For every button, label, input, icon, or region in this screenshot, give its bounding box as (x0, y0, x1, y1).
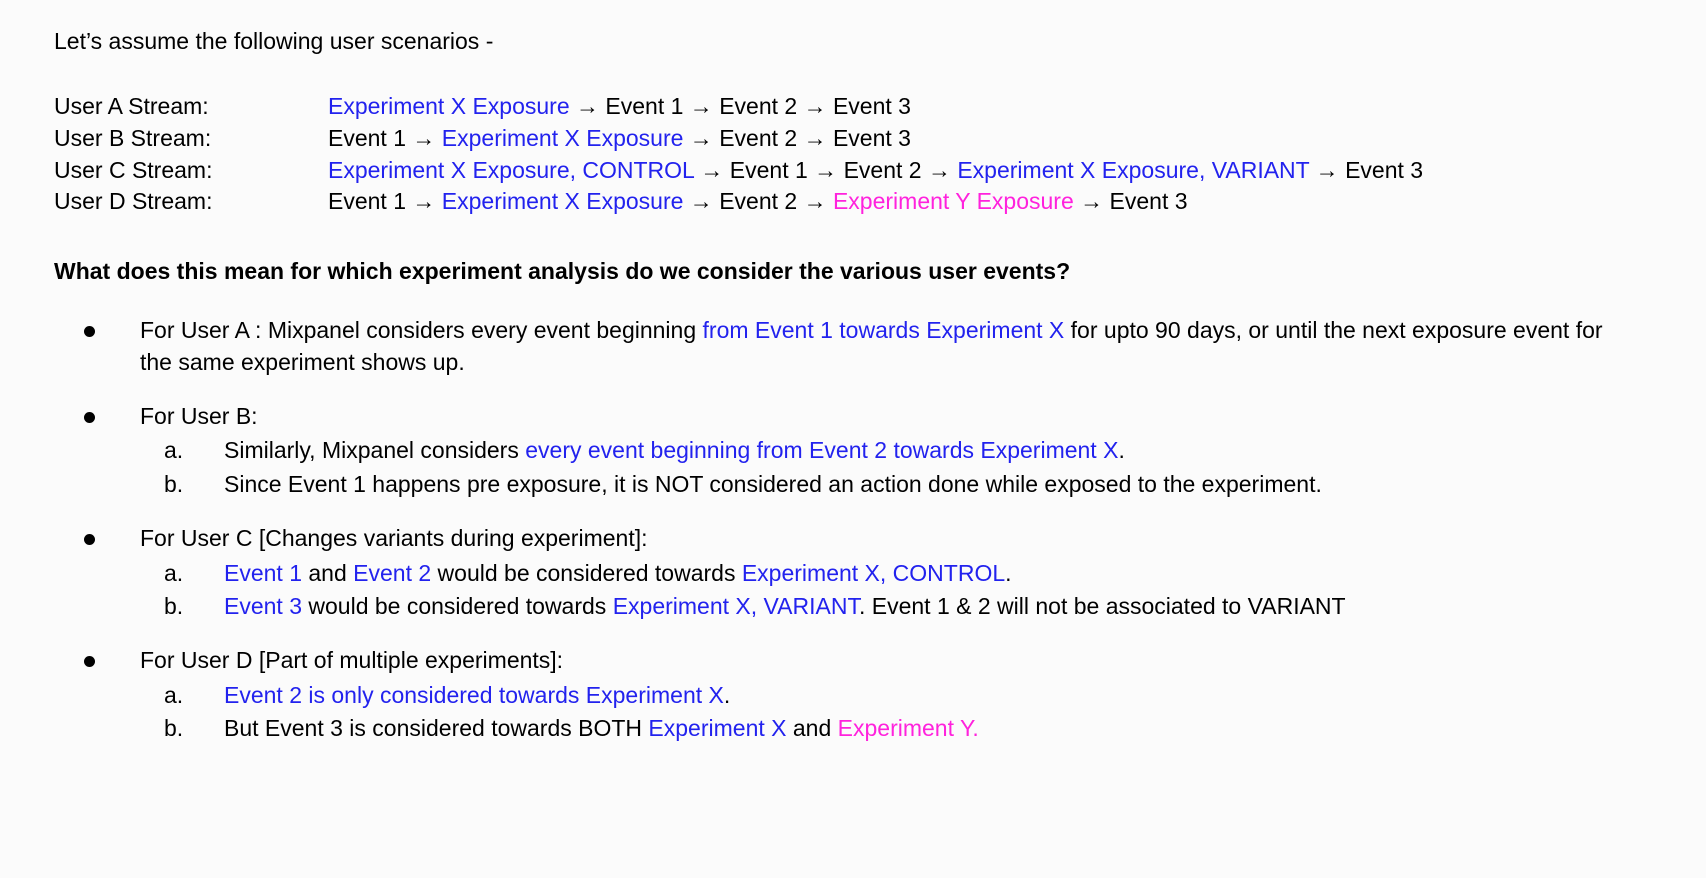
text-run: . (1118, 437, 1125, 464)
sub-list-marker: b. (164, 470, 184, 497)
text-run: Event 1 (729, 156, 808, 183)
text-run: Similarly, Mixpanel considers (224, 437, 526, 464)
text-run: Event 2 (719, 188, 798, 215)
text-run: → (797, 188, 833, 215)
text-run: → (683, 188, 720, 215)
sub-list-item (140, 712, 1666, 745)
text-run: → (406, 188, 442, 215)
sub-list-marker: b. (164, 593, 184, 619)
sub-list-item (140, 557, 1666, 590)
sub-list-item (140, 590, 1666, 623)
sub-list-marker: a. (164, 559, 184, 586)
text-run: Event 2 (719, 124, 798, 151)
user-stream-sequence (328, 123, 911, 155)
text-run: → (569, 93, 606, 120)
sub-list-text (224, 593, 1346, 619)
text-run: → (694, 156, 730, 183)
bullet-dot-icon (84, 656, 95, 667)
bullet-text (140, 523, 1620, 555)
text-run: → (921, 156, 958, 183)
text-run: Experiment X Exposure (441, 188, 684, 215)
user-stream-label: User A Stream: (54, 93, 209, 120)
text-run: Event 3 (832, 93, 911, 120)
user-stream-sequence (328, 186, 1188, 218)
user-stream-sequence (328, 91, 911, 123)
text-run: Experiment X, CONTROL (741, 559, 1006, 586)
text-run: Experiment Y Exposure (832, 188, 1074, 215)
user-stream-row (54, 155, 1666, 187)
sub-list-marker: b. (164, 715, 184, 742)
text-run: Event 2 (353, 559, 432, 586)
text-run: Event 3 (832, 124, 911, 151)
user-stream-sequence (328, 155, 1423, 187)
text-run: Event 2 is only considered towards Experiment X (224, 682, 724, 709)
text-run: and (302, 559, 354, 586)
sub-list (140, 557, 1666, 624)
text-run: Experiment Y. (837, 715, 979, 742)
bullet-dot-icon (84, 412, 95, 423)
sub-list-item (140, 468, 1666, 501)
text-run: For User A : Mixpanel considers every event beginning (140, 317, 703, 344)
list-item (54, 315, 1666, 378)
bullet-text (140, 401, 1620, 433)
text-run: . (1005, 559, 1012, 586)
text-run: → (1309, 156, 1346, 183)
text-run: every event beginning from Event 2 towards Experiment X (525, 437, 1119, 464)
sub-list-text (224, 437, 1125, 463)
text-run: Event 1 (328, 124, 406, 151)
sub-list-text (224, 682, 730, 708)
text-run: Experiment X Exposure, CONTROL (328, 156, 694, 183)
text-run: But Event 3 is considered towards BOTH (224, 715, 649, 742)
text-run: → (797, 93, 833, 120)
text-run: → (797, 124, 833, 151)
list-item (54, 645, 1666, 745)
bullet-text (140, 315, 1620, 378)
user-stream-list (54, 91, 1666, 218)
section-question: What does this mean for which experiment analysis do we consider the various user events? (54, 257, 1071, 284)
text-run: Event 3 (1345, 156, 1424, 183)
text-run: → (683, 93, 720, 120)
user-stream-row (54, 91, 1666, 123)
text-run: and (786, 715, 838, 742)
text-run: For User B: (140, 402, 258, 429)
text-run: for upto 90 days, or until the next exposure event for the same experiment shows up. (140, 317, 1603, 375)
list-item (54, 523, 1666, 623)
bullet-dot-icon (84, 326, 95, 337)
text-run: . Event 1 & 2 will not be associated to VARIANT (858, 593, 1346, 619)
text-run: Experiment X Exposure (328, 93, 570, 120)
text-run: Event 3 (224, 593, 302, 619)
text-run: Experiment X Exposure (441, 124, 684, 151)
text-run: → (406, 124, 442, 151)
text-run: → (1073, 188, 1110, 215)
text-run: Since Event 1 happens pre exposure, it is NOT considered an action done while exposed to the experiment. (224, 470, 1322, 497)
text-run: Event 1 (605, 93, 684, 120)
text-run: Event 2 (843, 156, 922, 183)
text-run: For User D [Part of multiple experiments]: (140, 647, 564, 674)
user-stream-label: User B Stream: (54, 124, 212, 151)
sub-list (140, 679, 1666, 746)
text-run: Event 3 (1109, 188, 1188, 215)
sub-list-item (140, 679, 1666, 712)
user-stream-label: User C Stream: (54, 156, 213, 183)
text-run: would be considered towards (431, 559, 742, 586)
text-run: For User C [Changes variants during experiment]: (140, 524, 648, 551)
user-stream-row (54, 123, 1666, 155)
sub-list-text (224, 560, 1012, 586)
text-run: . (723, 682, 731, 709)
sub-list-marker: a. (164, 682, 184, 709)
list-item (54, 401, 1666, 501)
text-run: Experiment X (648, 715, 787, 742)
user-stream-label: User D Stream: (54, 188, 213, 215)
text-run: Experiment X Exposure, VARIANT (957, 156, 1310, 183)
sub-list-text (224, 715, 979, 741)
sub-list (140, 434, 1666, 501)
bullet-dot-icon (84, 534, 95, 545)
text-run: would be considered towards (302, 593, 613, 619)
text-run: → (807, 156, 844, 183)
intro-paragraph: Let’s assume the following user scenarios - (54, 28, 494, 54)
text-run: from Event 1 towards Experiment X (702, 317, 1065, 344)
user-stream-row (54, 186, 1666, 218)
explanation-bullet-list (54, 315, 1666, 746)
text-run: Event 1 (328, 188, 406, 215)
text-run: Event 1 (224, 559, 302, 586)
sub-list-text (224, 471, 1322, 497)
text-run: → (683, 124, 720, 151)
sub-list-marker: a. (164, 437, 184, 464)
text-run: Experiment X, VARIANT (612, 593, 859, 619)
bullet-text (140, 645, 1620, 677)
sub-list-item (140, 434, 1666, 467)
text-run: Event 2 (719, 93, 798, 120)
